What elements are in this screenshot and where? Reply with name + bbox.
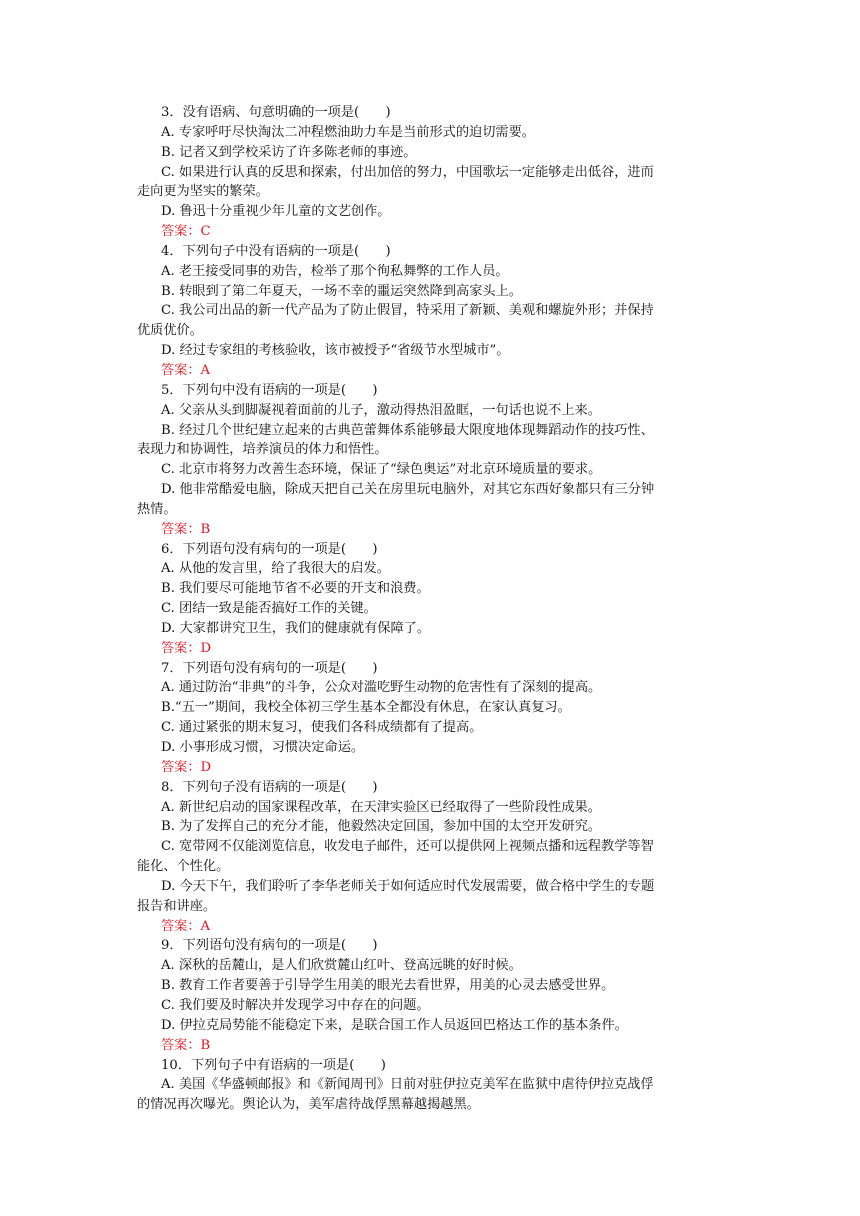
question-block bbox=[137, 540, 729, 659]
option-line: A. 专家呼吁尽快淘汰二冲程燃油助力车是当前形式的迫切需要。 bbox=[161, 124, 535, 140]
question-stem: 9．下列语句没有病句的一项是( ) bbox=[161, 938, 378, 954]
option-line: B. 转眼到了第二年夏天，一场不幸的噩运突然降到高家头上。 bbox=[161, 283, 522, 299]
question-stem: 6．下列语句没有病句的一项是( ) bbox=[161, 541, 378, 557]
option-line: 的情况再次曝光。舆论认为，美军虐待战俘黑幕越揭越黑。 bbox=[137, 1097, 480, 1113]
option-line: D. 他非常酷爱电脑，除成天把自己关在房里玩电脑外，对其它东西好象都只有三分钟 bbox=[161, 482, 655, 498]
option-line: C. 如果进行认真的反思和探索，付出加倍的努力，中国歌坛一定能够走出低谷，进而 bbox=[161, 164, 654, 180]
answer-text: 答案：B bbox=[161, 521, 211, 537]
option-line: C. 我公司出品的新一代产品为了防止假冒，特采用了新颖、美观和螺旋外形；并保持 bbox=[161, 303, 654, 319]
question-stem: 10．下列句子中有语病的一项是( ) bbox=[161, 1057, 386, 1073]
option-line: C. 我们要及时解决并发现学习中存在的问题。 bbox=[161, 997, 430, 1013]
answer-text: 答案：B bbox=[161, 1037, 211, 1053]
option-line: 热情。 bbox=[137, 501, 177, 517]
option-line: A. 新世纪启动的国家课程改革，在天津实验区已经取得了一些阶段性成果。 bbox=[161, 799, 601, 815]
option-line: B. 为了发挥自己的充分才能，他毅然决定回国，参加中国的太空开发研究。 bbox=[161, 819, 602, 835]
option-line: C. 宽带网不仅能浏览信息，收发电子邮件，还可以提供网上视频点播和远程教学等智 bbox=[161, 839, 654, 855]
option-line: A. 从他的发言里，给了我很大的启发。 bbox=[161, 561, 390, 577]
option-line: D. 今天下午，我们聆听了李华老师关于如何适应时代发展需要，做合格中学生的专题 bbox=[161, 878, 655, 894]
question-block bbox=[137, 242, 729, 381]
question-block bbox=[137, 1056, 729, 1116]
answer-text: 答案：D bbox=[161, 640, 212, 656]
option-line: D. 经过专家组的考核验收，该市被授予“省级节水型城市”。 bbox=[161, 343, 510, 359]
option-line: 能化、个性化。 bbox=[137, 859, 230, 875]
option-line: D. 伊拉克局势能不能稳定下来，是联合国工作人员返回巴格达工作的基本条件。 bbox=[161, 1017, 628, 1033]
question-block bbox=[137, 381, 729, 540]
option-line: B. 我们要尽可能地节省不必要的开支和浪费。 bbox=[161, 581, 430, 597]
question-stem: 4．下列句子中没有语病的一项是( ) bbox=[161, 243, 391, 259]
option-line: A. 美国《华盛顿邮报》和《新闻周刊》日前对驻伊拉克美军在监狱中虐待伊拉克战俘 bbox=[161, 1077, 654, 1093]
option-line: 走向更为坚实的繁荣。 bbox=[137, 184, 269, 200]
option-line: 优质优价。 bbox=[137, 323, 203, 339]
option-line: B.“五一”期间，我校全体初三学生基本全都没有休息，在家认真复习。 bbox=[161, 700, 571, 716]
option-line: 表现力和协调性，培养演员的体力和悟性。 bbox=[137, 442, 388, 458]
option-line: B. 教育工作者要善于引导学生用美的眼光去看世界，用美的心灵去感受世界。 bbox=[161, 978, 615, 994]
option-line: D. 小事形成习惯，习惯决定命运。 bbox=[161, 740, 365, 755]
option-line: C. 通过紧张的期末复习，使我们各科成绩都有了提高。 bbox=[161, 720, 483, 736]
answer-text: 答案：A bbox=[161, 362, 211, 378]
answer-text: 答案：A bbox=[161, 918, 211, 934]
option-line: C. 北京市将努力改善生态环境，保证了“绿色奥运”对北京环境质量的要求。 bbox=[161, 462, 602, 478]
question-stem: 8．下列句子没有语病的一项是( ) bbox=[161, 779, 378, 795]
question-stem: 5．下列句中没有语病的一项是( ) bbox=[161, 382, 378, 398]
option-line: B. 经过几个世纪建立起来的古典芭蕾舞体系能够最大限度地体现舞蹈动作的技巧性、 bbox=[161, 422, 654, 438]
option-line: A. 通过防治“非典”的斗争，公众对滥吃野生动物的危害性有了深刻的提高。 bbox=[161, 680, 602, 696]
question-stem: 3．没有语病、句意明确的一项是( ) bbox=[161, 105, 391, 120]
answer-text: 答案：C bbox=[161, 224, 211, 240]
question-block bbox=[137, 778, 729, 937]
option-line: B. 记者又到学校采访了许多陈老师的事迹。 bbox=[161, 144, 417, 160]
option-line: D. 鲁迅十分重视少年儿童的文艺创作。 bbox=[161, 204, 391, 220]
option-line: C. 团结一致是能否搞好工作的关键。 bbox=[161, 601, 377, 617]
document-page bbox=[137, 103, 729, 1115]
option-line: 报告和讲座。 bbox=[137, 898, 217, 914]
question-stem: 7．下列语句没有病句的一项是( ) bbox=[161, 660, 378, 676]
question-block bbox=[137, 936, 729, 1055]
question-block bbox=[137, 659, 729, 778]
option-line: A. 老王接受同事的劝告，检举了那个徇私舞弊的工作人员。 bbox=[161, 263, 509, 279]
option-line: A. 深秋的岳麓山，是人们欣赏麓山红叶、登高远眺的好时候。 bbox=[161, 958, 522, 974]
option-line: A. 父亲从头到脚凝视着面前的儿子，激动得热泪盈眶，一句话也说不上来。 bbox=[161, 402, 601, 418]
answer-text: 答案：D bbox=[161, 759, 212, 775]
option-line: D. 大家都讲究卫生，我们的健康就有保障了。 bbox=[161, 620, 431, 636]
question-block bbox=[137, 103, 729, 242]
